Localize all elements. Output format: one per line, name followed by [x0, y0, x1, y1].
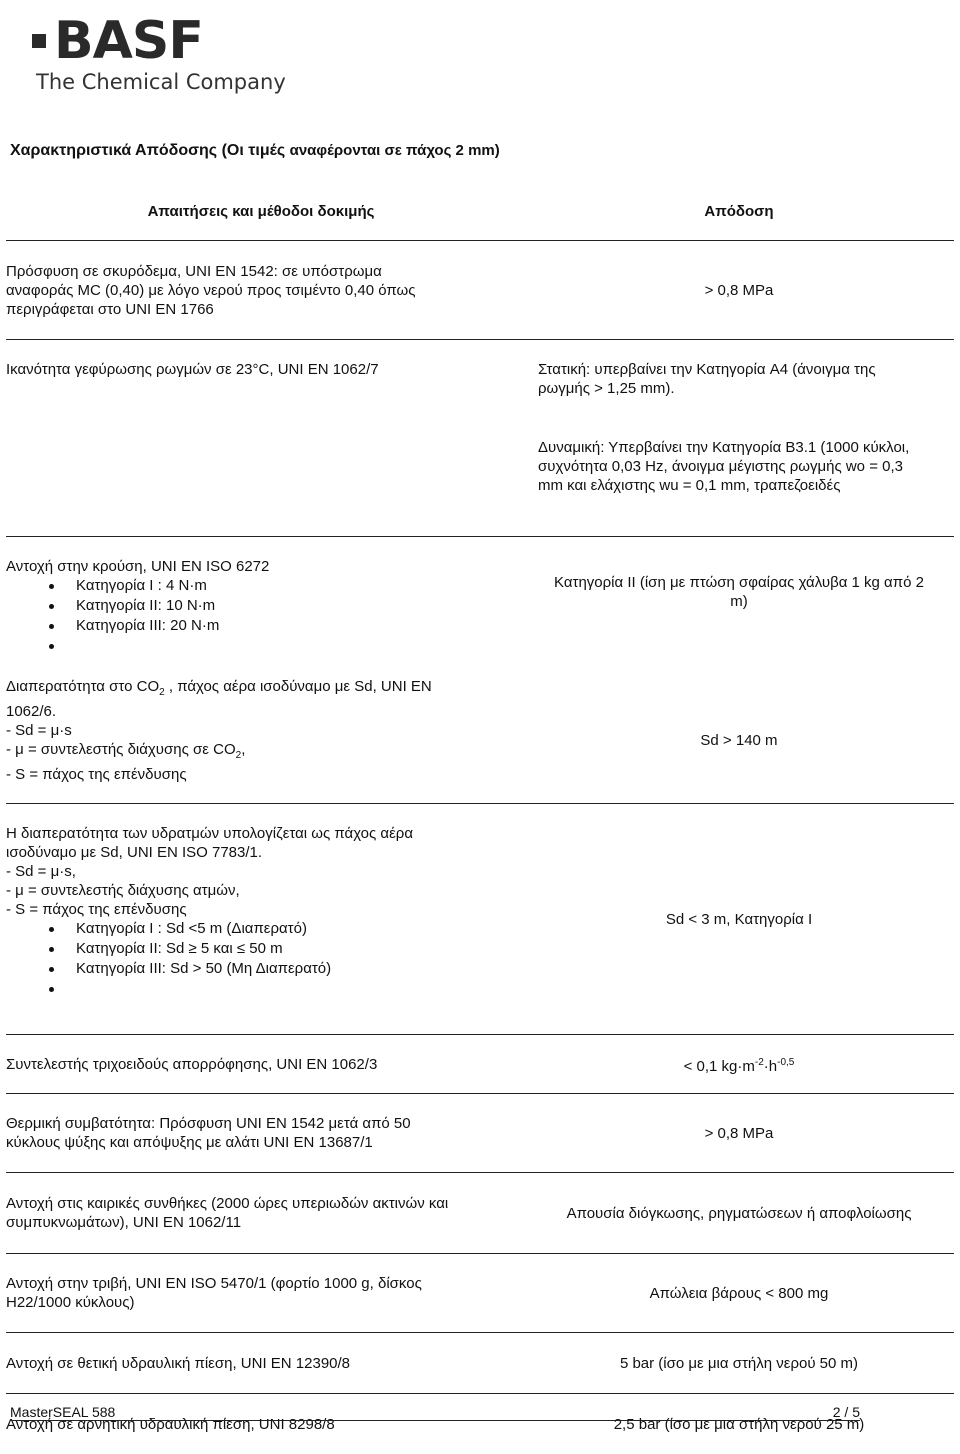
page-title: Χαρακτηριστικά Απόδοσης (Οι τιμές αναφέρονται σε πάχος 2 mm): [10, 142, 500, 160]
table-row: Αντοχή σε αρνητική υδραυλική πίεση, UNI 8298/8 2,5 bar (ίσο με μια στήλη νερού 25 m): [6, 1394, 954, 1454]
col-performance-header: Απόδοση: [524, 182, 954, 241]
list-item: Κατηγορία II: 10 N·m: [76, 596, 516, 616]
table-row: Αντοχή στις καιρικές συνθήκες (2000 ώρες υπεριωδών ακτινών και συμπυκνωμάτων), UNI EN 1062/11 Απουσία διόγκωσης, ρηγματώσεων ή αποφλοίωσης: [6, 1173, 954, 1254]
basf-logo: [32, 18, 286, 94]
vapour-category-list: [6, 919, 516, 999]
performance-table: [6, 182, 954, 1454]
impact-category-list: [6, 576, 516, 656]
list-item: [76, 636, 516, 656]
table-row: Αντοχή σε θετική υδραυλική πίεση, UNI EN 12390/8 5 bar (ίσο με μια στήλη νερού 50 m): [6, 1333, 954, 1394]
list-item: Κατηγορία III: 20 N·m: [76, 616, 516, 636]
list-item: [76, 979, 516, 999]
footer-page-number: 2 / 5: [833, 1404, 860, 1420]
logo-subtitle: The Chemical Company: [36, 70, 286, 94]
table-row: Η διαπερατότητα των υδρατμών υπολογίζεται ως πάχος αέρα ισοδύναμο με Sd, UNI EN ISO 7783/1. - Sd = μ·s, - μ = συντελεστής διάχυσης ατμών, - S = πάχος της επένδυσης Κατηγορία I : Sd <5 m (Διαπερατό) Κατηγορία II: Sd ≥ 5 και ≤ 50 m Κατηγορία III: Sd > 50 (Μη Διαπερατό) Sd < 3 m, Κατηγορία I: [6, 804, 954, 1035]
table-row: Αντοχή στην κρούση, UNI EN ISO 6272 Κατηγορία I : 4 N·m Κατηγορία II: 10 N·m Κατηγορία III: 20 N·m Κατηγορία II (ίση με πτώση σφαίρας χάλυβα 1 kg από 2 m): [6, 537, 954, 678]
list-item: Κατηγορία I : 4 N·m: [76, 576, 516, 596]
logo-square-icon: [32, 34, 46, 48]
table-row: Πρόσφυση σε σκυρόδεμα, UNI EN 1542: σε υπόστρωμα αναφοράς MC (0,40) με λόγο νερού προς τσιμέντο 0,40 όπως περιγράφεται στο UNI EN 1766 > 0,8 MPa: [6, 241, 954, 340]
table-row: Αντοχή στην τριβή, UNI EN ISO 5470/1 (φορτίο 1000 g, δίσκος H22/1000 κύκλους) Απώλεια βάρους < 800 mg: [6, 1254, 954, 1333]
list-item: Κατηγορία III: Sd > 50 (Μη Διαπερατό): [76, 959, 516, 979]
footer-product: MasterSEAL 588: [10, 1404, 115, 1420]
table-row: Συντελεστής τριχοειδούς απορρόφησης, UNI EN 1062/3 < 0,1 $kg\cdot m^{-2}\cdot h^{-0,5}$: [6, 1035, 954, 1094]
list-item: Κατηγορία II: Sd ≥ 5 και ≤ 50 m: [76, 939, 516, 959]
col-requirements-header: Απαιτήσεις και μέθοδοι δοκιμής: [6, 182, 524, 241]
table-row: Διαπερατότητα στο $CO_2$ , πάχος αέρα ισοδύναμο με Sd, UNI EN 1062/6. - Sd = μ·s - μ = συντελεστής διάχυσης σε $CO_2$, - S = πάχος της επένδυσης Sd > 140 m: [6, 677, 954, 804]
table-row: Θερμική συμβατότητα: Πρόσφυση UNI EN 1542 μετά από 50 κύκλους ψύξης και απόψυξης με αλάτι UNI EN 13687/1 > 0,8 MPa: [6, 1094, 954, 1173]
list-item: Κατηγορία I : Sd <5 m (Διαπερατό): [76, 919, 516, 939]
page-footer: [10, 1404, 860, 1421]
table-header-row: [6, 182, 954, 241]
logo-text: BASF: [54, 18, 203, 64]
table-row: Ικανότητα γεφύρωσης ρωγμών σε 23°C, UNI EN 1062/7 Στατική: υπερβαίνει την Κατηγορία A4 (άνοιγμα της ρωγμής > 1,25 mm). Δυναμική: Υπερβαίνει την Κατηγορία B3.1 (1000 κύκλοι, συχνότητα 0,03 Hz, άνοιγμα μέγιστης ρωγμής wo = 0,3 mm και ελάχιστης wu = 0,1 mm, τραπεζοειδές: [6, 340, 954, 537]
